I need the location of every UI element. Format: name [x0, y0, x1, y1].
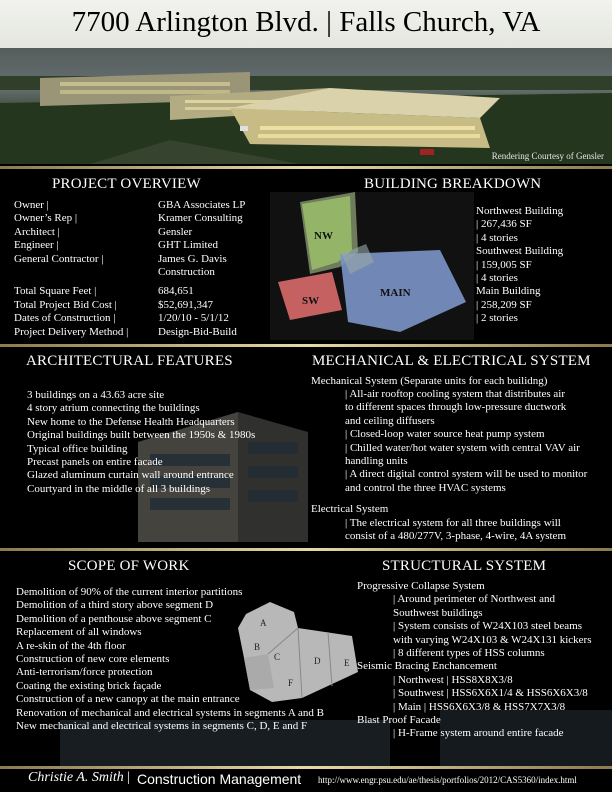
building-breakdown-list: [476, 205, 563, 326]
overview-label: Total Square Feet |: [14, 285, 97, 298]
segment-label-d: D: [314, 656, 321, 666]
segment-label-e: E: [344, 658, 350, 668]
footer-program: Construction Management: [137, 771, 302, 787]
scope-item: Replacement of all windows: [16, 626, 142, 639]
scope-item: Construction of a new canopy at the main entrance: [16, 693, 240, 706]
breakdown-line: | 159,005 SF: [476, 258, 532, 271]
map-label-nw: NW: [314, 230, 333, 242]
overview-value: GHT Limited: [158, 239, 218, 252]
architectural-features-list: [27, 389, 255, 496]
segment-label-f: F: [288, 678, 294, 688]
elec-line: consist of a 480/277V, 3-phase, 4-wire, 4A system: [345, 530, 566, 543]
scope-item: Demolition of a penthouse above segment C: [16, 612, 212, 625]
overview-label: Project Delivery Method |: [14, 325, 129, 338]
breakdown-line: | 258,209 SF: [476, 298, 532, 311]
building-breakdown-heading: BUILDING BREAKDOWN: [364, 176, 542, 192]
feature-item: 4 story atrium connecting the buildings: [27, 402, 200, 415]
structural-system-list: [357, 580, 591, 741]
structural-line: Blast Proof Facade: [357, 714, 441, 727]
overview-value: James G. Davis: [158, 252, 227, 265]
overview-value: Construction: [158, 266, 215, 279]
architectural-features-heading: ARCHITECTURAL FEATURES: [26, 353, 233, 369]
structural-line: | H-Frame system around entire facade: [393, 727, 564, 740]
segment-label-b: B: [254, 642, 261, 652]
structural-line: | Around perimeter of Northwest and: [393, 593, 555, 606]
breakdown-line: | 267,436 SF: [476, 218, 532, 231]
overview-label: General Contractor |: [14, 252, 104, 265]
feature-item: Typical office building: [27, 442, 128, 455]
overview-label: Engineer |: [14, 239, 59, 252]
rendering-illustration: [0, 48, 612, 164]
map-label-sw: SW: [302, 295, 320, 307]
overview-value: Design-Bid-Build: [158, 325, 237, 338]
scope-of-work-list: [16, 586, 324, 733]
elec-line: | The electrical system for all three buildings will: [345, 517, 561, 529]
overview-value: Gensler: [158, 225, 193, 238]
segment-label-a: A: [260, 618, 267, 628]
overview-value: $52,691,347: [158, 298, 213, 311]
author-name: Christie A. Smith: [28, 770, 124, 785]
breakdown-line: Main Building: [476, 285, 541, 298]
map-label-main: MAIN: [380, 287, 411, 299]
feature-item: New home to the Defense Health Headquarters: [27, 415, 235, 428]
structural-system-heading: STRUCTURAL SYSTEM: [382, 558, 547, 574]
building-rendering: [0, 48, 612, 164]
feature-item: Precast panels on entire facade: [27, 456, 163, 469]
overview-value: Kramer Consulting: [158, 212, 243, 225]
structural-line: | System consists of W24X103 steel beams: [393, 620, 582, 633]
overview-label: Owner |: [14, 199, 49, 211]
scope-item: Demolition of 90% of the current interior partitions: [16, 586, 243, 598]
overview-value: 1/20/10 - 5/1/12: [158, 312, 229, 325]
rendering-credit: Rendering Courtesy of Gensler: [491, 151, 604, 161]
electrical-system-list: [345, 517, 566, 544]
scope-item: Construction of new core elements: [16, 653, 170, 666]
segment-label-c: C: [274, 652, 281, 662]
feature-item: 3 buildings on a 43.63 acre site: [27, 389, 165, 401]
overview-label: Dates of Construction |: [14, 312, 116, 325]
feature-item: Courtyard in the middle of all 3 buildings: [27, 482, 211, 495]
project-overview-values: [158, 199, 245, 339]
scope-item: New mechanical and electrical systems in segments C, D, E and F: [16, 720, 308, 733]
feature-item: Original buildings built between the 1950s & 1980s: [27, 429, 256, 442]
scope-item: Renovation of mechanical and electrical systems in segments A and B: [16, 706, 324, 719]
mech-line: and ceiling diffusers: [345, 414, 435, 427]
mech-line: and control the three HVAC systems: [345, 481, 506, 494]
overview-label: Total Project Bid Cost |: [14, 298, 117, 311]
page-title: 7700 Arlington Blvd. | Falls Church, VA: [71, 6, 541, 38]
structural-line: with varying W24X103 & W24X131 kickers: [393, 633, 592, 646]
structural-line: | Southwest | HSS6X6X1/4 & HSS6X6X3/8: [393, 687, 588, 700]
mechanical-system-title: Mechanical System (Separate units for each builidng): [311, 375, 548, 387]
scope-item: Anti-terrorism/force protection: [16, 666, 153, 679]
mech-line: to different spaces through low-pressure ductwork: [345, 401, 567, 414]
mechanical-system-list: [345, 388, 587, 495]
portfolio-url[interactable]: http://www.engr.psu.edu/ae/thesis/portfolios/2012/CAS5360/index.html: [318, 775, 577, 785]
scope-item: Coating the existing brick façade: [16, 679, 162, 692]
overview-value: GBA Associates LP: [158, 199, 246, 211]
mech-line: | A direct digital control system will be used to monitor: [345, 468, 588, 481]
scope-of-work-heading: SCOPE OF WORK: [68, 558, 190, 574]
breakdown-line: Southwest Building: [476, 245, 564, 258]
structural-line: Progressive Collapse System: [357, 580, 485, 592]
scope-item: A re-skin of the 4th floor: [16, 639, 126, 652]
mech-line: | Closed-loop water source heat pump system: [345, 428, 545, 441]
mech-line: handling units: [345, 455, 408, 468]
breakdown-line: | 2 stories: [476, 312, 518, 325]
breakdown-line: Northwest Building: [476, 205, 564, 217]
structural-line: | 8 different types of HSS columns: [393, 647, 545, 660]
building-breakdown-map: [270, 192, 474, 340]
project-overview-labels: [14, 199, 128, 339]
structural-line: | Main | HSS6X6X3/8 & HSS7X7X3/8: [393, 700, 566, 713]
breakdown-line: | 4 stories: [476, 272, 518, 285]
structural-line: Southwest buildings: [393, 606, 483, 619]
overview-label: [14, 266, 128, 279]
overview-value: 684,651: [158, 285, 194, 298]
mech-line: | All-air rooftop cooling system that distributes air: [345, 388, 566, 400]
overview-label: Architect |: [14, 225, 60, 238]
electrical-system-title: Electrical System: [311, 503, 389, 515]
overview-label: Owner’s Rep |: [14, 212, 78, 225]
mechanical-electrical-heading: MECHANICAL & ELECTRICAL SYSTEM: [312, 353, 591, 369]
project-overview-heading: PROJECT OVERVIEW: [52, 176, 201, 192]
breakdown-line: | 4 stories: [476, 231, 518, 244]
structural-line: Seismic Bracing Enchancement: [357, 660, 497, 673]
feature-item: Glazed aluminum curtain wall around entrance: [27, 469, 234, 482]
mech-line: | Chilled water/hot water system with central VAV air: [345, 441, 580, 454]
scope-item: Demolition of a third story above segment D: [16, 599, 214, 612]
footer-separator: |: [127, 770, 130, 785]
structural-line: | Northwest | HSS8X8X3/8: [393, 673, 513, 686]
